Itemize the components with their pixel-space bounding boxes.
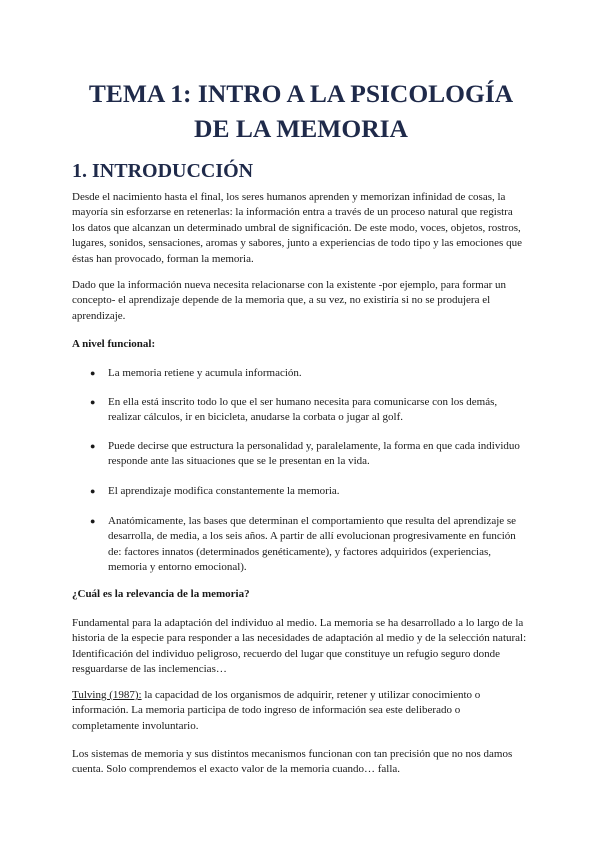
paragraph-intro: Desde el nacimiento hasta el final, los seres humanos aprenden y memorizan infinidad de cosas, la mayoría sin esforzarse en retenerlas: la información entra a través de un proceso natural que registra los datos que alcanzan un determinado umbral de significación. De este modo, voces, objetos, rostros, lugares, sonidos, sensaciones, aromas y sabores, junto a experiencias de todo tipo y las emociones que éstas han provocado, forman la memoria. [72,191,522,265]
list-item-text: El aprendizaje modifica constantemente la memoria. [108,485,340,497]
subheading-relevancia: ¿Cuál es la relevancia de la memoria? [72,588,250,600]
paragraph-aprendizaje: Dado que la información nueva necesita relacionarse con la existente -por ejemplo, para formar un concepto- el aprendizaje depende de la memoria que, a su vez, no existiría si no se produjera el aprendizaje. [72,279,507,322]
bullet-icon: ● [90,486,96,496]
section-heading-introduccion: 1. INTRODUCCIÓN [72,160,254,182]
paragraph-relevancia: Fundamental para la adaptación del individuo al medio. La memoria se ha desarrollado a lo largo de la historia de la especie para responder a las necesidades de adaptación al medio y de la selección natural: Identificación del individuo peligroso, recuerdo del lugar que constituye un refugio seguro donde resguardarse de las inclemencias… [72,617,527,676]
document-title [72,76,530,146]
bullet-icon: ● [90,516,96,526]
paragraph-tulving [72,688,528,734]
list-item-text: En ella está inscrito todo lo que el ser humano necesita para comunicarse con los demás, realizar cálculos, ir en bicicleta, anudarse la corbata o jugar al golf. [108,396,498,424]
title-line-1: TEMA 1: INTRO A LA PSICOLOGÍA [88,79,514,108]
list-item-text: Anatómicamente, las bases que determinan el comportamiento que resulta del aprendizaje se desarrolla, de media, a los seis años. A partir de allí evolucionan progresivamente en función de: factores innatos (determinados genéticamente), y factores adquiridos (experiencias, memoria y entorno emocional). [108,515,517,574]
citation-tulving: Tulving (1987): [72,689,142,701]
title-line-2: DE LA MEMORIA [194,114,408,143]
subheading-nivel-funcional: A nivel funcional: [72,338,156,350]
list-item-text: La memoria retiene y acumula información. [108,367,302,379]
list-item-text: Puede decirse que estructura la personalidad y, paralelamente, la forma en que cada individuo responde ante las situaciones que se le presentan en la vida. [108,440,520,468]
bullet-icon: ● [90,368,96,378]
paragraph-sistemas-memoria: Los sistemas de memoria y sus distintos mecanismos funcionan con tan precisión que no nos damos cuenta. Solo comprendemos el exacto valor de la memoria cuando… falla. [72,748,513,776]
bullet-icon: ● [90,441,96,451]
bullet-icon: ● [90,397,96,407]
tulving-definition: la capacidad de los organismos de adquirir, retener y utilizar conocimiento o información. La memoria participa de todo ingreso de información sea este deliberado o completamente involuntario. [72,689,481,732]
